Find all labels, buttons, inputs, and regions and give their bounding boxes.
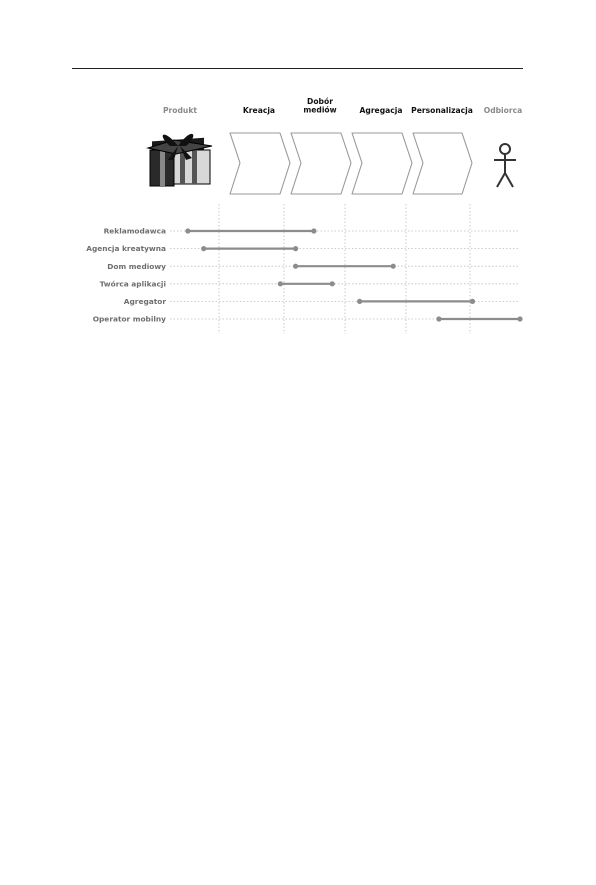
actor-bar-end-0 — [311, 228, 316, 233]
stage-label-1: Kreacja — [242, 106, 276, 115]
actor-bar-start-4 — [357, 299, 362, 304]
actor-label-0: Reklamodawca — [103, 226, 166, 236]
actor-label-5: Operator mobilny — [92, 314, 166, 324]
actor-bar-end-4 — [470, 299, 475, 304]
actor-label-4: Agregator — [123, 297, 166, 306]
stage-labels — [163, 97, 522, 115]
actor-bar-start-3 — [278, 281, 283, 286]
actor-label-1: Agencja kreatywna — [86, 244, 166, 254]
actor-bar-end-5 — [517, 316, 522, 321]
actor-bars — [185, 228, 522, 321]
stage-grid — [219, 204, 470, 334]
stage-label-2: Dobór mediów — [303, 97, 337, 115]
stage-chevron-1 — [230, 133, 290, 194]
stage-chevron-4 — [413, 133, 472, 194]
actor-bar-start-5 — [436, 316, 441, 321]
actor-label-2: Dom mediowy — [107, 261, 166, 271]
stage-chevrons — [230, 133, 472, 194]
actor-bar-start-0 — [185, 228, 190, 233]
stage-label-5: Odbiorca — [483, 106, 523, 115]
stage-label-3: Agregacja — [359, 106, 403, 115]
actor-bar-start-1 — [201, 246, 206, 251]
actor-rows — [86, 227, 520, 324]
actor-label-3: Twórca aplikacji — [99, 279, 166, 289]
stick-figure-icon — [494, 144, 516, 187]
gift-box-icon — [148, 134, 212, 186]
stage-chevron-2 — [291, 133, 351, 194]
actor-bar-end-3 — [330, 281, 335, 286]
actor-bar-start-2 — [293, 264, 298, 269]
actor-bar-end-1 — [293, 246, 298, 251]
stage-label-4: Personalizacja — [411, 106, 473, 115]
stage-label-0: Produkt — [162, 106, 198, 115]
stage-chevron-3 — [352, 133, 412, 194]
actor-bar-end-2 — [391, 264, 396, 269]
